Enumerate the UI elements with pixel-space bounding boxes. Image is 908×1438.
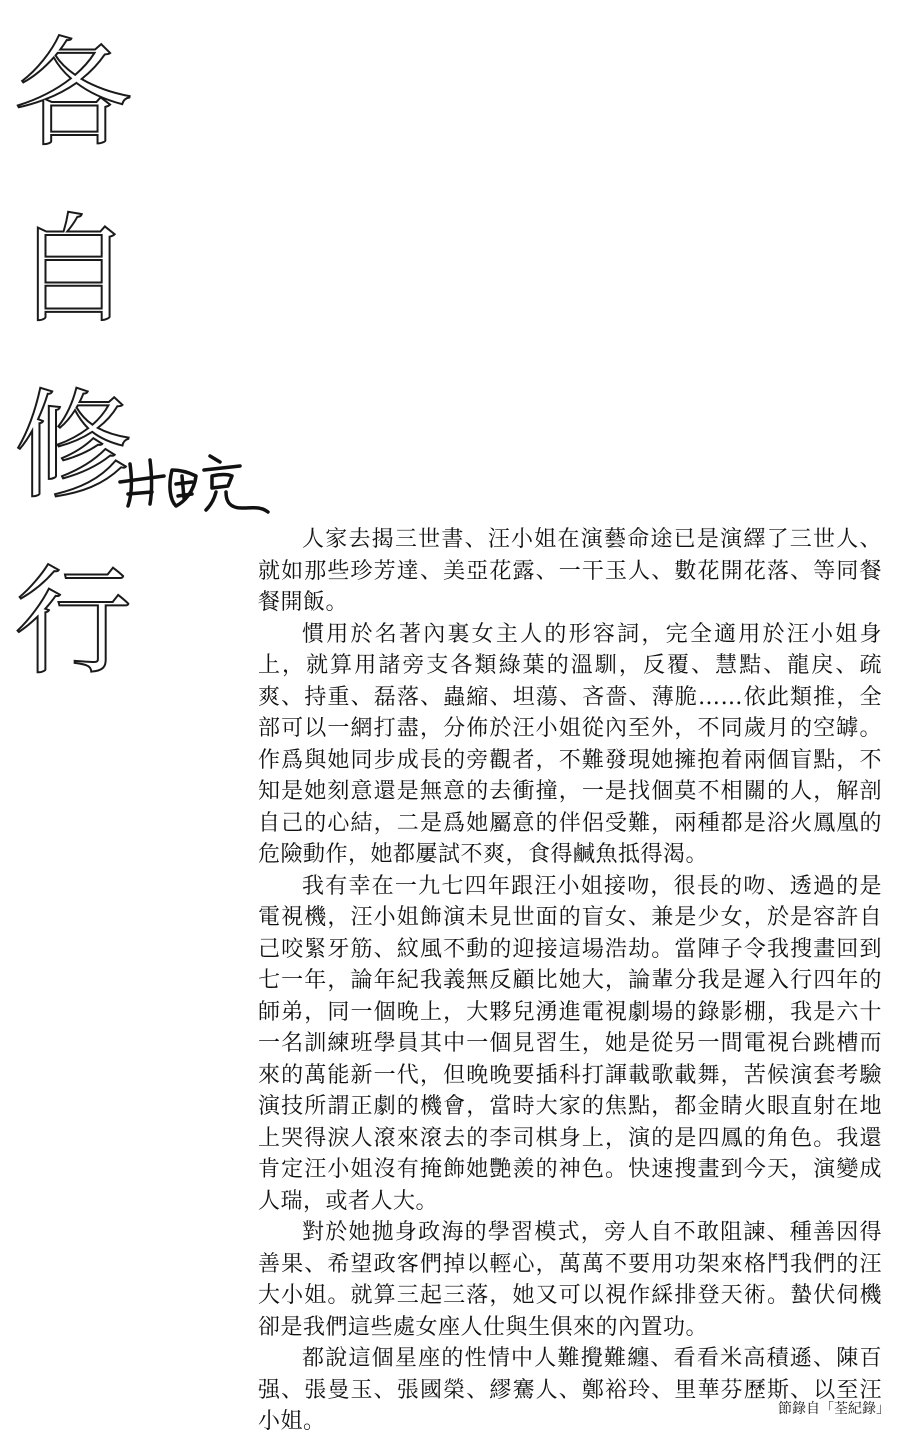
vertical-title [14, 6, 134, 710]
title-char-3: 修 [14, 377, 133, 515]
title-char-4: 行 [14, 553, 133, 691]
article-body [258, 524, 882, 1438]
article-paragraph-4: 對於她拋身政海的學習模式，旁人自不敢阻諫、種善因得善果、希望政客們掉以輕心，萬萬不要用功架來格鬥我們的汪大小姐。就算三起三落，她又可以視作綵排登天術。蟄伏伺機卻是我們這些處女座人仕與生俱來的內置功。 [258, 1220, 882, 1340]
source-credit: 節錄自「荃紀錄」 [778, 1401, 890, 1417]
title-char-2: 自 [14, 201, 133, 339]
author-signature [112, 446, 282, 526]
article-paragraph-3: 我有幸在一九七四年跟汪小姐接吻，很長的吻、透過的是電視機，汪小姐飾演未見世面的盲女、兼是少女，於是容許自己咬緊牙筋、紋風不動的迎接這場浩劫。當陣子令我搜畫回到七一年，論年紀我義無反顧比她大，論輩分我是遲入行四年的師弟，同一個晚上，大夥兒湧進電視劇場的錄影棚，我是六十一名訓練班學員其中一個見習生，她是從另一間電視台跳槽而來的萬能新一代，但晚晚要插科打諢載歌載舞，苦候演套考驗演技所謂正劇的機會，當時大家的焦點，都金睛火眼直射在地上哭得淚人滾來滾去的李司棋身上，演的是四鳳的角色。我還肯定汪小姐沒有掩飾她艷羨的神色。快速搜畫到今天，演變成人瑞，或者人大。 [258, 873, 882, 1214]
title-char-1: 各 [14, 25, 133, 163]
article-paragraph-2: 慣用於名著內裏女主人的形容詞，完全適用於汪小姐身上，就算用諸旁支各類綠葉的溫馴，反覆、慧黠、龍戾、疏爽、持重、磊落、蟲縮、坦蕩、吝嗇、薄脆……依此類推，全部可以一網打盡，分佈於汪小姐從內至外，不同歲月的空罅。作爲與她同步成長的旁觀者，不難發現她擁抱着兩個盲點，不知是她刻意還是無意的去衝撞，一是找個莫不相關的人，解剖自己的心結，二是爲她屬意的伴侶受難，兩種都是浴火鳳凰的危險動作，她都屢試不爽，食得鹹魚抵得渴。 [258, 621, 882, 867]
article-paragraph-5: 都說這個星座的性情中人難攪難纏、看看米高積遜、陳百强、張曼玉、張國榮、繆騫人、鄭裕玲、里華芬歷斯、以至汪小姐。 [258, 1346, 882, 1434]
article-paragraph-1: 人家去揭三世書、汪小姐在演藝命途已是演繹了三世人、就如那些珍芳達、美亞花露、一干玉人、數花開花落、等同餐餐開飯。 [258, 527, 882, 615]
